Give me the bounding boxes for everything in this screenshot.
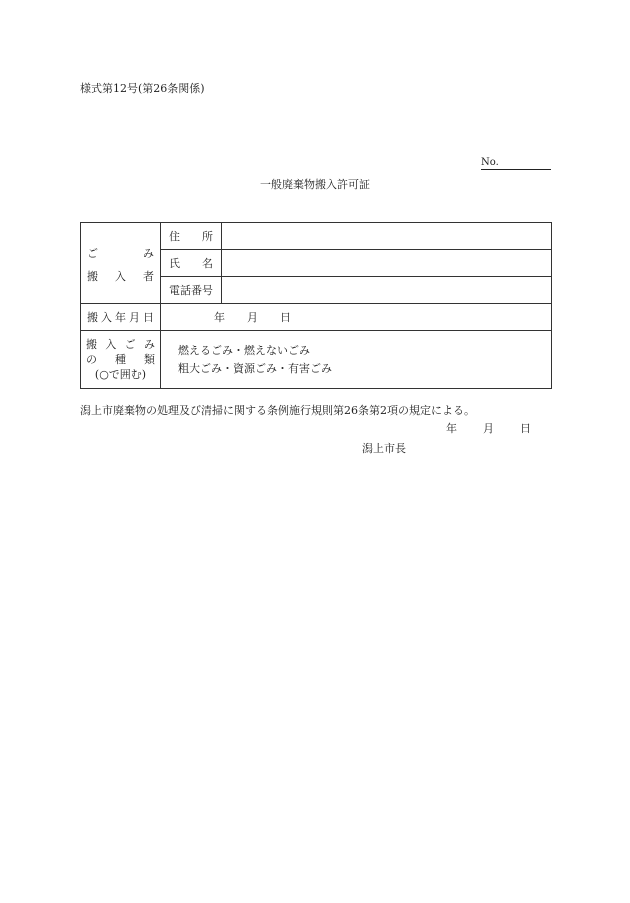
issue-day-label: 日 <box>520 422 531 435</box>
document-title: 一般廃棄物搬入許可証 <box>260 178 370 191</box>
address-label-cell <box>161 223 222 250</box>
carrier-header-char: み <box>143 247 154 260</box>
form-reference: 様式第12号(第26条関係) <box>80 82 205 95</box>
date-label-char: 入 <box>101 311 112 324</box>
phone-label-char: 番 <box>191 284 202 297</box>
date-year-label: 年 <box>214 311 225 324</box>
date-month-label: 月 <box>247 311 258 324</box>
waste-type-label-char: み <box>143 338 155 351</box>
permit-table <box>80 222 552 389</box>
phone-label-cell <box>161 277 222 304</box>
address-label-char: 所 <box>202 230 213 243</box>
phone-label-char: 号 <box>202 284 213 297</box>
waste-type-label-char: 搬 <box>86 338 97 351</box>
carrier-header-cell <box>81 223 161 304</box>
waste-type-label-cell <box>81 331 161 389</box>
name-label-char: 名 <box>202 257 213 270</box>
waste-type-label-char: の <box>86 353 97 366</box>
name-field[interactable] <box>222 250 552 277</box>
phone-label-char: 話 <box>180 284 191 297</box>
date-label-char: 月 <box>129 311 140 324</box>
carrier-header-char: ご <box>87 247 98 260</box>
name-label-char: 氏 <box>169 257 180 270</box>
waste-type-option-oversized[interactable]: 粗大ごみ・資源ごみ・有害ごみ <box>178 361 332 375</box>
waste-type-label-char: ご <box>124 338 136 351</box>
permit-number-field[interactable] <box>481 157 551 170</box>
delivery-date-field[interactable] <box>161 304 552 331</box>
waste-type-label-char: 種 <box>115 353 126 366</box>
name-label-cell <box>161 250 222 277</box>
issuer-name: 潟上市長 <box>362 442 406 455</box>
issue-year-label: 年 <box>446 422 457 435</box>
carrier-header-char: 搬 <box>87 270 98 283</box>
carrier-header-char: 者 <box>143 270 154 283</box>
address-field[interactable] <box>222 223 552 250</box>
date-label-cell <box>81 304 161 331</box>
issue-month-label: 月 <box>483 422 494 435</box>
regulation-text: 潟上市廃棄物の処理及び清掃に関する条例施行規則第26条第2項の規定による。 <box>80 404 475 417</box>
date-label-char: 日 <box>143 311 154 324</box>
date-label-char: 搬 <box>87 311 98 324</box>
carrier-header-char: 入 <box>115 270 126 283</box>
waste-type-instruction: (○で囲む) <box>94 368 147 381</box>
waste-type-label-char: 入 <box>105 338 117 351</box>
date-day-label: 日 <box>280 311 291 324</box>
waste-type-options-cell <box>161 331 552 389</box>
issue-date[interactable] <box>446 420 531 436</box>
date-label-char: 年 <box>115 311 126 324</box>
waste-type-label-char: 類 <box>144 353 155 366</box>
permit-number-label: No. <box>481 157 499 168</box>
waste-type-option-burnable[interactable]: 燃えるごみ・燃えないごみ <box>178 343 310 357</box>
phone-label-char: 電 <box>169 284 180 297</box>
phone-field[interactable] <box>222 277 552 304</box>
address-label-char: 住 <box>169 230 180 243</box>
